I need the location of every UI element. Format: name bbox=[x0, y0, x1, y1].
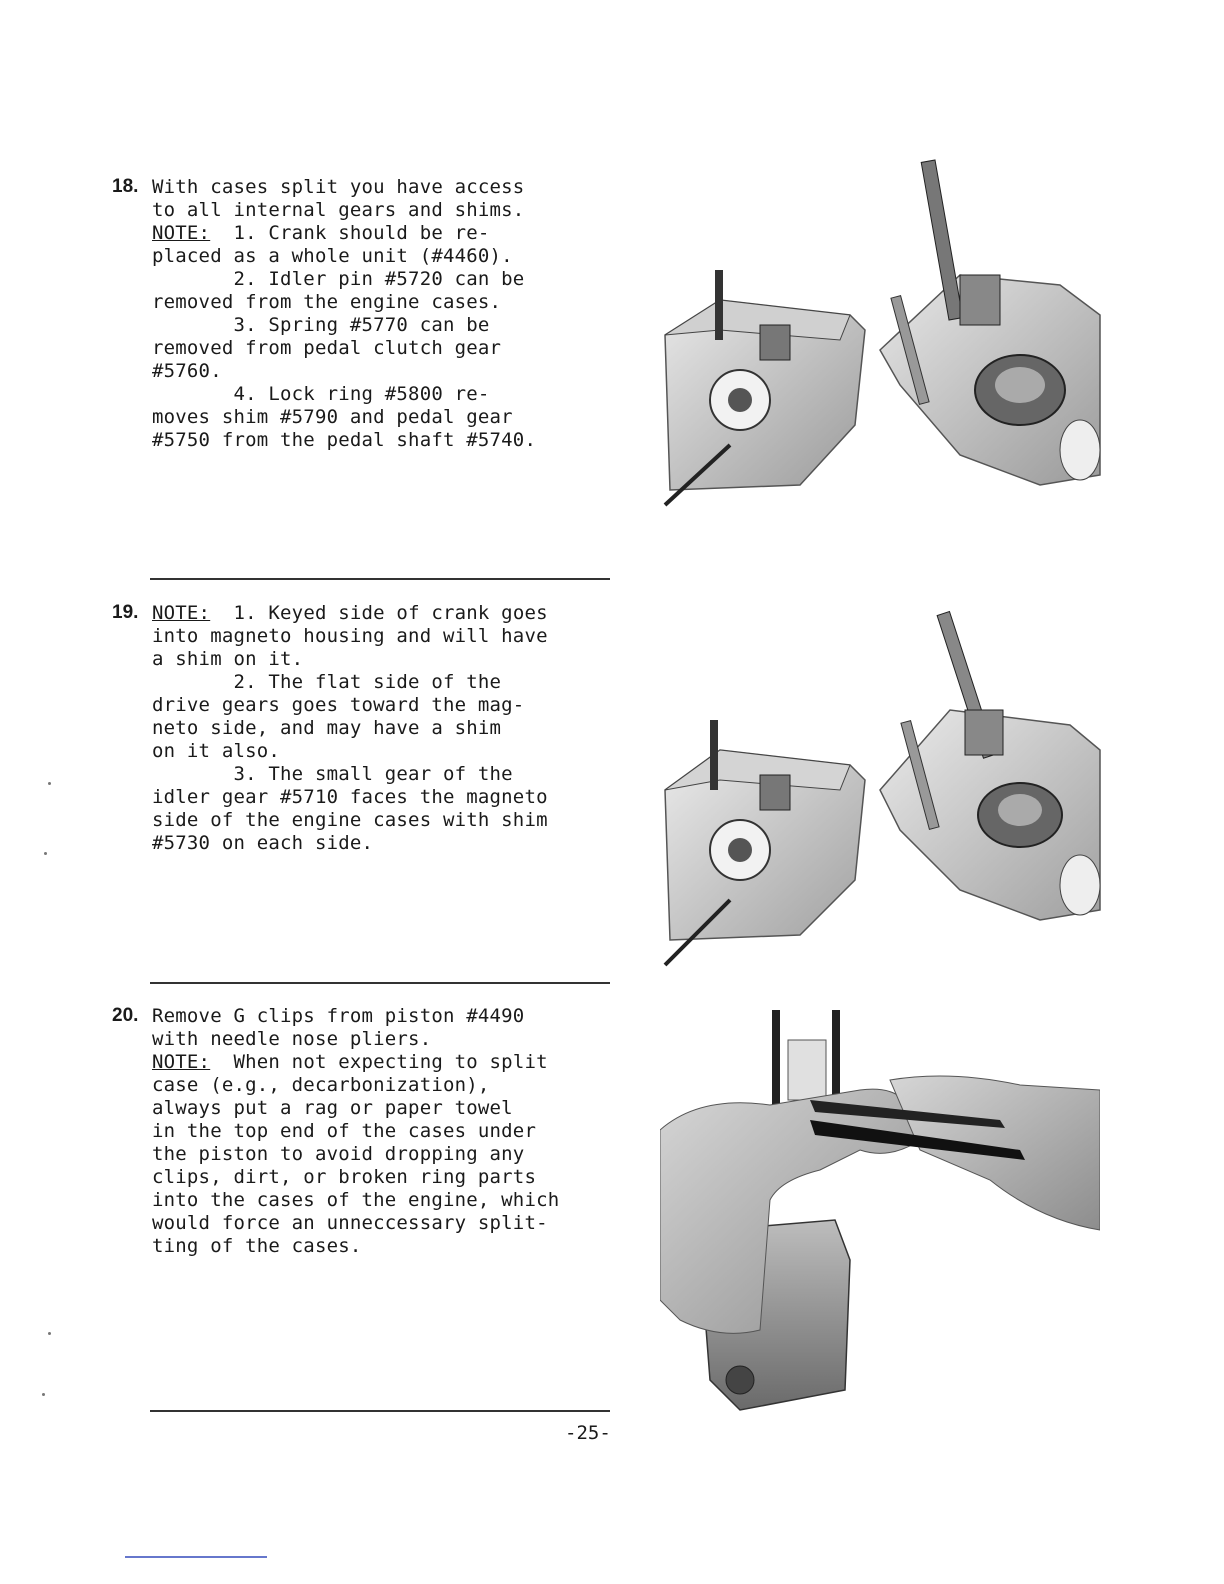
step-line: case (e.g., decarbonization), bbox=[152, 1074, 490, 1096]
step-line: with needle nose pliers. bbox=[152, 1028, 432, 1050]
scan-speck bbox=[42, 1393, 45, 1396]
step-line: moves shim #5790 and pedal gear bbox=[152, 406, 513, 428]
step-number: 20. bbox=[112, 1005, 139, 1026]
step-line: a shim on it. bbox=[152, 648, 304, 670]
step-line: NOTE: When not expecting to split bbox=[152, 1051, 548, 1073]
step-line: #5760. bbox=[152, 360, 222, 382]
section-divider bbox=[150, 1410, 610, 1412]
engine-cases-split-photo bbox=[660, 155, 1105, 510]
step-line: to all internal gears and shims. bbox=[152, 199, 525, 221]
step-line: side of the engine cases with shim bbox=[152, 809, 548, 831]
step-line: 2. Idler pin #5720 can be bbox=[152, 268, 525, 290]
step-line: 2. The flat side of the bbox=[152, 671, 502, 693]
step-line: into magneto housing and will have bbox=[152, 625, 548, 647]
step-line: always put a rag or paper towel bbox=[152, 1097, 513, 1119]
crank-and-gears-photo bbox=[660, 600, 1105, 970]
step-line: With cases split you have access bbox=[152, 176, 525, 198]
section-divider bbox=[150, 982, 610, 984]
step-line: would force an unneccessary split- bbox=[152, 1212, 548, 1234]
step-line: 3. The small gear of the bbox=[152, 763, 513, 785]
step-line: drive gears goes toward the mag- bbox=[152, 694, 525, 716]
step-line: in the top end of the cases under bbox=[152, 1120, 537, 1142]
step-line: ting of the cases. bbox=[152, 1235, 362, 1257]
step-line: clips, dirt, or broken ring parts bbox=[152, 1166, 537, 1188]
step-line: placed as a whole unit (#4460). bbox=[152, 245, 513, 267]
step-number: 18. bbox=[112, 176, 139, 197]
step-line: #5750 from the pedal shaft #5740. bbox=[152, 429, 537, 451]
step-line: #5730 on each side. bbox=[152, 832, 374, 854]
step-number: 19. bbox=[112, 602, 139, 623]
scan-speck bbox=[44, 852, 47, 855]
bottom-link-underline[interactable] bbox=[125, 1556, 267, 1558]
section-divider bbox=[150, 578, 610, 580]
step-line: Remove G clips from piston #4490 bbox=[152, 1005, 525, 1027]
page-number: -25- bbox=[565, 1422, 611, 1444]
step-line: NOTE: 1. Keyed side of crank goes bbox=[152, 602, 548, 624]
step-line: removed from the engine cases. bbox=[152, 291, 502, 313]
step-line: into the cases of the engine, which bbox=[152, 1189, 560, 1211]
step-line: 3. Spring #5770 can be bbox=[152, 314, 490, 336]
step-line: neto side, and may have a shim bbox=[152, 717, 502, 739]
step-line: on it also. bbox=[152, 740, 281, 762]
scan-speck bbox=[48, 782, 51, 785]
step-line: 4. Lock ring #5800 re- bbox=[152, 383, 490, 405]
step-line: idler gear #5710 faces the magneto bbox=[152, 786, 548, 808]
scan-speck bbox=[48, 1332, 51, 1335]
removing-piston-clips-photo bbox=[660, 1000, 1100, 1415]
step-line: NOTE: 1. Crank should be re- bbox=[152, 222, 490, 244]
step-line: removed from pedal clutch gear bbox=[152, 337, 502, 359]
step-line: the piston to avoid dropping any bbox=[152, 1143, 525, 1165]
